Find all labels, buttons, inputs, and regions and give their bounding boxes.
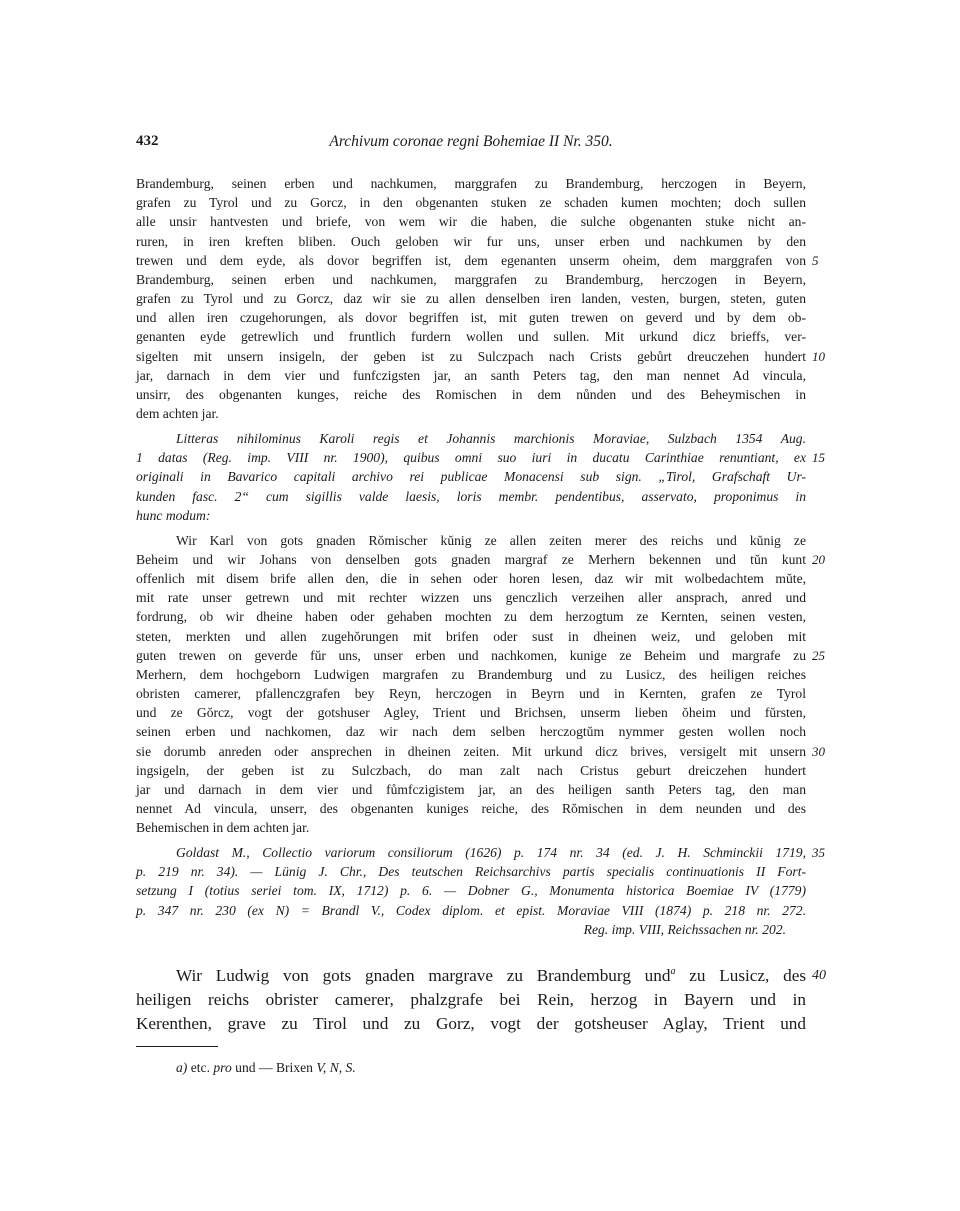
editorial-note-line: hunc modum: [136, 508, 211, 523]
text-line: offenlich mit disem brife allen den, die in sehen oder horen lesen, daz wir mit wolbedachtem mŭte, [136, 571, 806, 586]
line-number: 5 [812, 253, 819, 268]
text-line: Behemischen in dem achten jar. [136, 820, 310, 835]
text-line-large [176, 964, 806, 988]
text-line: Brandemburg, seinen erben und nachkumen, marggrafen zu Brandemburg, herczogen in Beyern, [136, 176, 806, 191]
line-number: 30 [812, 744, 825, 759]
text-line: grafen zu Tyrol und zu Gorcz, in den obgenanten stuken ze schaden kumen mochten; doch sullen [136, 195, 806, 210]
bibliography-line: p. 347 nr. 230 (ex N) = Brandl V., Codex diplom. et epist. Moraviae VIII (1874) p. 218 nr. 272. [136, 903, 806, 918]
text-line: ruren, in iren kreften bliben. Ouch geloben wir fur uns, unser erben und nachkumen by den [136, 234, 806, 249]
line-number: 35 [812, 845, 825, 860]
line-number: 25 [812, 648, 825, 663]
bibliography-line: Reg. imp. VIII, Reichssachen nr. 202. [583, 922, 786, 937]
footnote-text: V, N, S. [316, 1060, 356, 1075]
footnote-text: und — Brixen [231, 1060, 317, 1075]
text-line: obristen camerer, pfallenczgrafen bey Reyn, herczogen in Beyrn und in Kernten, grafen ze Tyrol [136, 686, 806, 701]
text-line: dem achten jar. [136, 406, 219, 421]
text-line: ingsigeln, der geben ist zu Sulczbach, do man zalt nach Cristus geburt dreiczehen hundert [136, 763, 806, 778]
text-line: Merhern, dem hochgeborn Ludwigen margrafen zu Brandemburg und zu Lusicz, des heiligen reiches [136, 667, 806, 682]
text-line: guten trewen on geverde fŭr uns, unser erben und nachkomen, kunige ze Beheim und margrafe zu [136, 648, 806, 663]
bibliography-line: setzung I (totius seriei tom. IX, 1712) p. 6. — Dobner G., Monumenta historica Boemiae IV (1779) [136, 883, 806, 898]
editorial-note-line: 1 datas (Reg. imp. VIII nr. 1900), quibus omni suo iuri in ducatu Carinthiae renuntiant, ex [136, 450, 806, 465]
text-line: unsirr, des obgenanten kunges, reiche des Romischen in dem nůnden und des Beheymischen in [136, 387, 806, 402]
footnote-text: pro [213, 1060, 232, 1075]
page-header [136, 133, 806, 155]
bibliography-line: p. 219 nr. 34). — Lünig J. Chr., Des teutschen Reichsarchivs partis specialis continuationis II Fort- [136, 864, 806, 879]
text-line: Wir Karl von gots gnaden Rŏmischer kŭnig ze allen zeiten merer des reichs und kŭnig ze [176, 533, 806, 548]
editorial-note-line: Litteras nihilominus Karoli regis et Johannis marchionis Moraviae, Sulzbach 1354 Aug. [176, 431, 806, 446]
text-line: sie dorumb anreden oder ansprechen in dheinen zeiten. Mit urkund dicz brives, versigelt mit unsern [136, 744, 806, 759]
text-line: jar, darnach in dem vier und funfczigsten jar, an santh Peters tag, den man nennet Ad vincula, [136, 368, 806, 383]
text-line: grafen zu Tyrol und zu Gorcz, daz wir sie zu allen denselben iren landen, vesten, burgen, steten, guten [136, 291, 806, 306]
text-line: trewen und dem eyde, als dovor begriffen ist, dem egenanten unserm oheim, dem marggrafen von [136, 253, 806, 268]
text-segment: zu Lusicz, des [689, 966, 807, 985]
text-line: alle unsir hantvesten und briefe, von wem wir die haben, die sulche obgenanten stuke nicht an- [136, 214, 806, 229]
text-line-large: heiligen reichs obrister camerer, phalzgrafe bei Rein, herzog in Bayern und in [136, 990, 806, 1009]
line-number: 15 [812, 450, 825, 465]
text-line: jar und darnach in dem vier und fůmfczigistem jar, an des heiligen santh Peters tag, den man [136, 782, 806, 797]
editorial-note-line: originali in Bavarico capitali archivo rei publicae Monacensi sub sign. „Tirol, Grafschaft Ur- [136, 469, 806, 484]
footnote-marker: a) [176, 1060, 188, 1075]
line-number: 20 [812, 552, 825, 567]
line-number: 40 [812, 968, 826, 983]
text-line-large: Kerenthen, grave zu Tirol und zu Gorz, vogt der gotsheuser Aglay, Trient und [136, 1014, 806, 1033]
text-line: mit rate unser getrewn und mit rechter wizzen uns genczlich verzeihen aller ansprach, anred und [136, 590, 806, 605]
bibliography-line: Goldast M., Collectio variorum consiliorum (1626) p. 174 nr. 34 (ed. J. H. Schminckii 1719, [176, 845, 806, 860]
editorial-note-line: kunden fasc. 2“ cum sigillis valde laesis, loris membr. pendentibus, asservato, proponimus in [136, 489, 806, 504]
text-line: genanten eyde getrewlich und fruntlich furdern wollen und sullen. Mit urkund dicz brieffs, ver- [136, 329, 806, 344]
text-line: steten, merkten und allen zugehŏrungen mit brifen oder sust in dheinen weiz, und geloben mit [136, 629, 806, 644]
text-line: sigelten mit unsern insigeln, der geben ist zu Sulczpach nach Crists gebůrt dreuczehen hundert [136, 349, 806, 364]
page-number: 432 [136, 133, 159, 149]
footnote [176, 1058, 356, 1077]
footnote-text: etc. [187, 1060, 214, 1075]
running-title: Archivum coronae regni Bohemiae II Nr. 350. [329, 133, 613, 150]
footnote-reference: a [670, 966, 676, 977]
text-line: seinen erben und nachkomen, daz wir nach dem selben herczogtŭm nymmer gesten wollen noch [136, 724, 806, 739]
text-segment: Wir Ludwig von gots gnaden margrave zu Brandemburg und [176, 966, 671, 985]
text-line: und ze Gŏrcz, vogt der gotshuser Agley, Trient und Brichsen, unserm lieben ŏheim und fŭrsten, [136, 705, 806, 720]
line-number: 10 [812, 349, 825, 364]
text-line: nennet Ad vincula, unserr, des obgenanten kuniges reiche, des Rŏmischen in dem neunden und des [136, 801, 806, 816]
text-line: Brandemburg, seinen erben und nachkumen, marggrafen zu Brandemburg, herczogen in Beyern, [136, 272, 806, 287]
text-line: Beheim und wir Johans von denselben gots gnaden margraf ze Merhern bekennen und tŭn kunt [136, 552, 806, 567]
text-line: und allen iren czugehorungen, als dovor begriffen ist, mit guten trewen on geverd und by dem ob- [136, 310, 806, 325]
text-line: fordrung, ob wir dheine haben oder gehaben mochten zu dem herzogtum ze Kernten, seinen vesten, [136, 609, 806, 624]
footnote-rule [136, 1046, 218, 1047]
